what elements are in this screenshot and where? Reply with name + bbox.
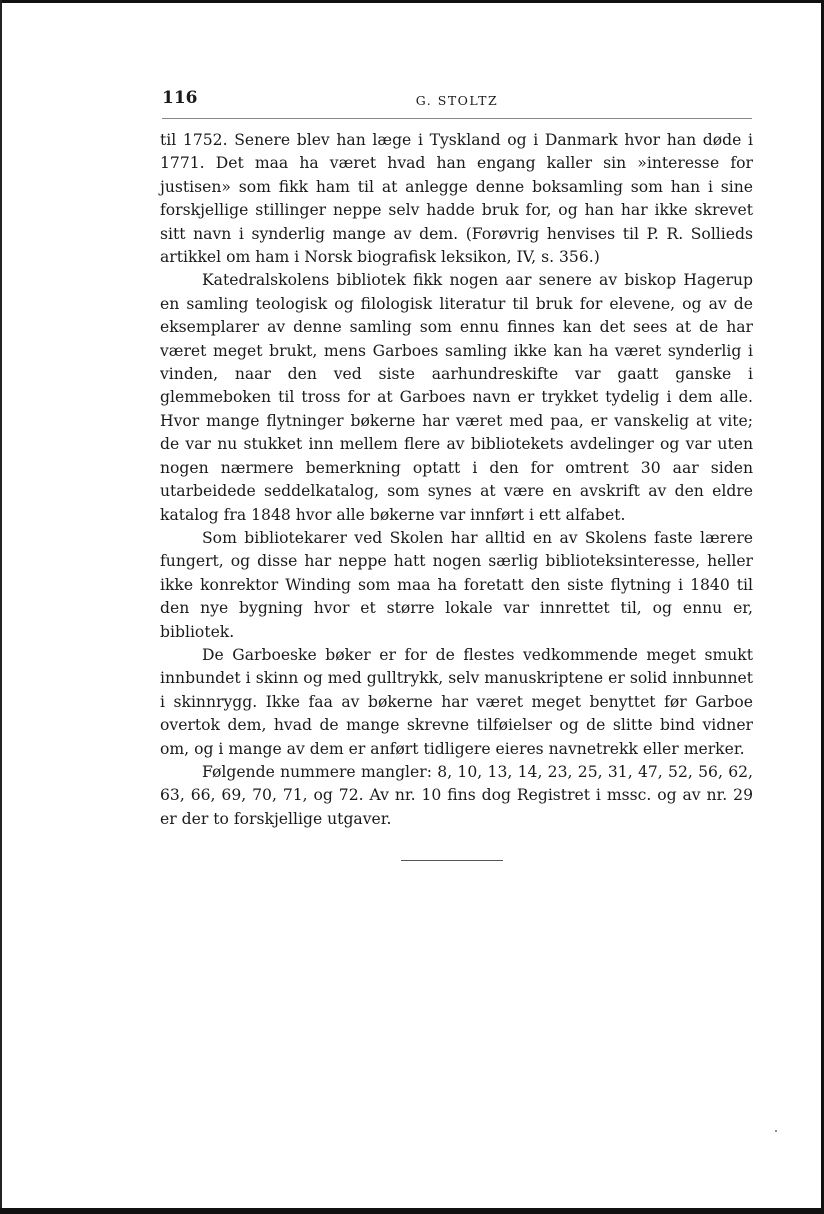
scan-bottom-border	[0, 1208, 824, 1214]
paragraph: Katedralskolens bibliotek fikk nogen aar senere av biskop Hagerup en samling teologisk og filologisk literatur til bruk for elevene, og av de eksemplarer av denne samling som ennu finnes kan det sees at de har været meget brukt, mens Garboes samling ikke kan ha været synderlig i vinden, naar den ved siste aarhundreskifte var gaatt ganske i glemmeboken til tross for at Garboes navn er trykket tydelig i dem alle. Hvor mange flytninger bøkerne har været med paa, er vanskelig at vite; de var nu stukket inn mellem flere av bibliotekets avdelinger og var uten nogen nærmere bemerkning optatt i den for omtrent 30 aar siden utarbeidede seddelkatalog, som synes at være en avskrift av den eldre katalog fra 1848 hvor alle bøkerne var innført i ett alfabet.	[160, 271, 753, 524]
paragraph: Som bibliotekarer ved Skolen har alltid en av Skolens faste lærere fungert, og disse har neppe hatt nogen særlig biblioteksinteresse, heller ikke konrektor Winding som maa ha foretatt den siste flytning i 1840 til den nye bygning hvor et større lokale var innrettet til, og ennu er, bibliotek.	[160, 528, 753, 641]
section-end-rule	[401, 860, 503, 861]
page-header	[162, 88, 752, 119]
body-text	[160, 129, 753, 831]
paragraph: Følgende nummere mangler: 8, 10, 13, 14, 23, 25, 31, 47, 52, 56, 62, 63, 66, 69, 70, 71, og 72. Av nr. 10 fins dog Registret i mssc. og av nr. 29 er der to forskjellige utgaver.	[160, 762, 753, 828]
running-head: G. STOLTZ	[415, 93, 499, 108]
scan-left-border	[0, 0, 2, 1214]
paragraph: De Garboeske bøker er for de flestes vedkommende meget smukt innbundet i skinn og med gulltrykk, selv manuskriptene er solid innbunnet i skinnrygg. Ikke faa av bøkerne har været meget benyttet før Garboe overtok dem, hvad de mange skrevne tilføielser og de slitte bind vidner om, og i mange av dem er anført tidligere eieres navnetrekk eller merker.	[160, 645, 753, 758]
scan-speck	[775, 1130, 777, 1132]
page-number: 116	[162, 88, 198, 108]
scan-top-border	[0, 0, 824, 3]
paragraph-continuation: til 1752. Senere blev han læge i Tyskland og i Danmark hvor han døde i 1771. Det maa ha været hvad han engang kaller sin »interesse for justisen» som fikk ham til at anlegge denne boksamling som han i sine forskjellige stillinger neppe selv hadde bruk for, og han har ikke skrevet sitt navn i synderlig mange av dem. (Forøvrig henvises til P. R. Sollieds artikkel om ham i Norsk biografisk leksikon, IV, s. 356.)	[160, 131, 753, 267]
